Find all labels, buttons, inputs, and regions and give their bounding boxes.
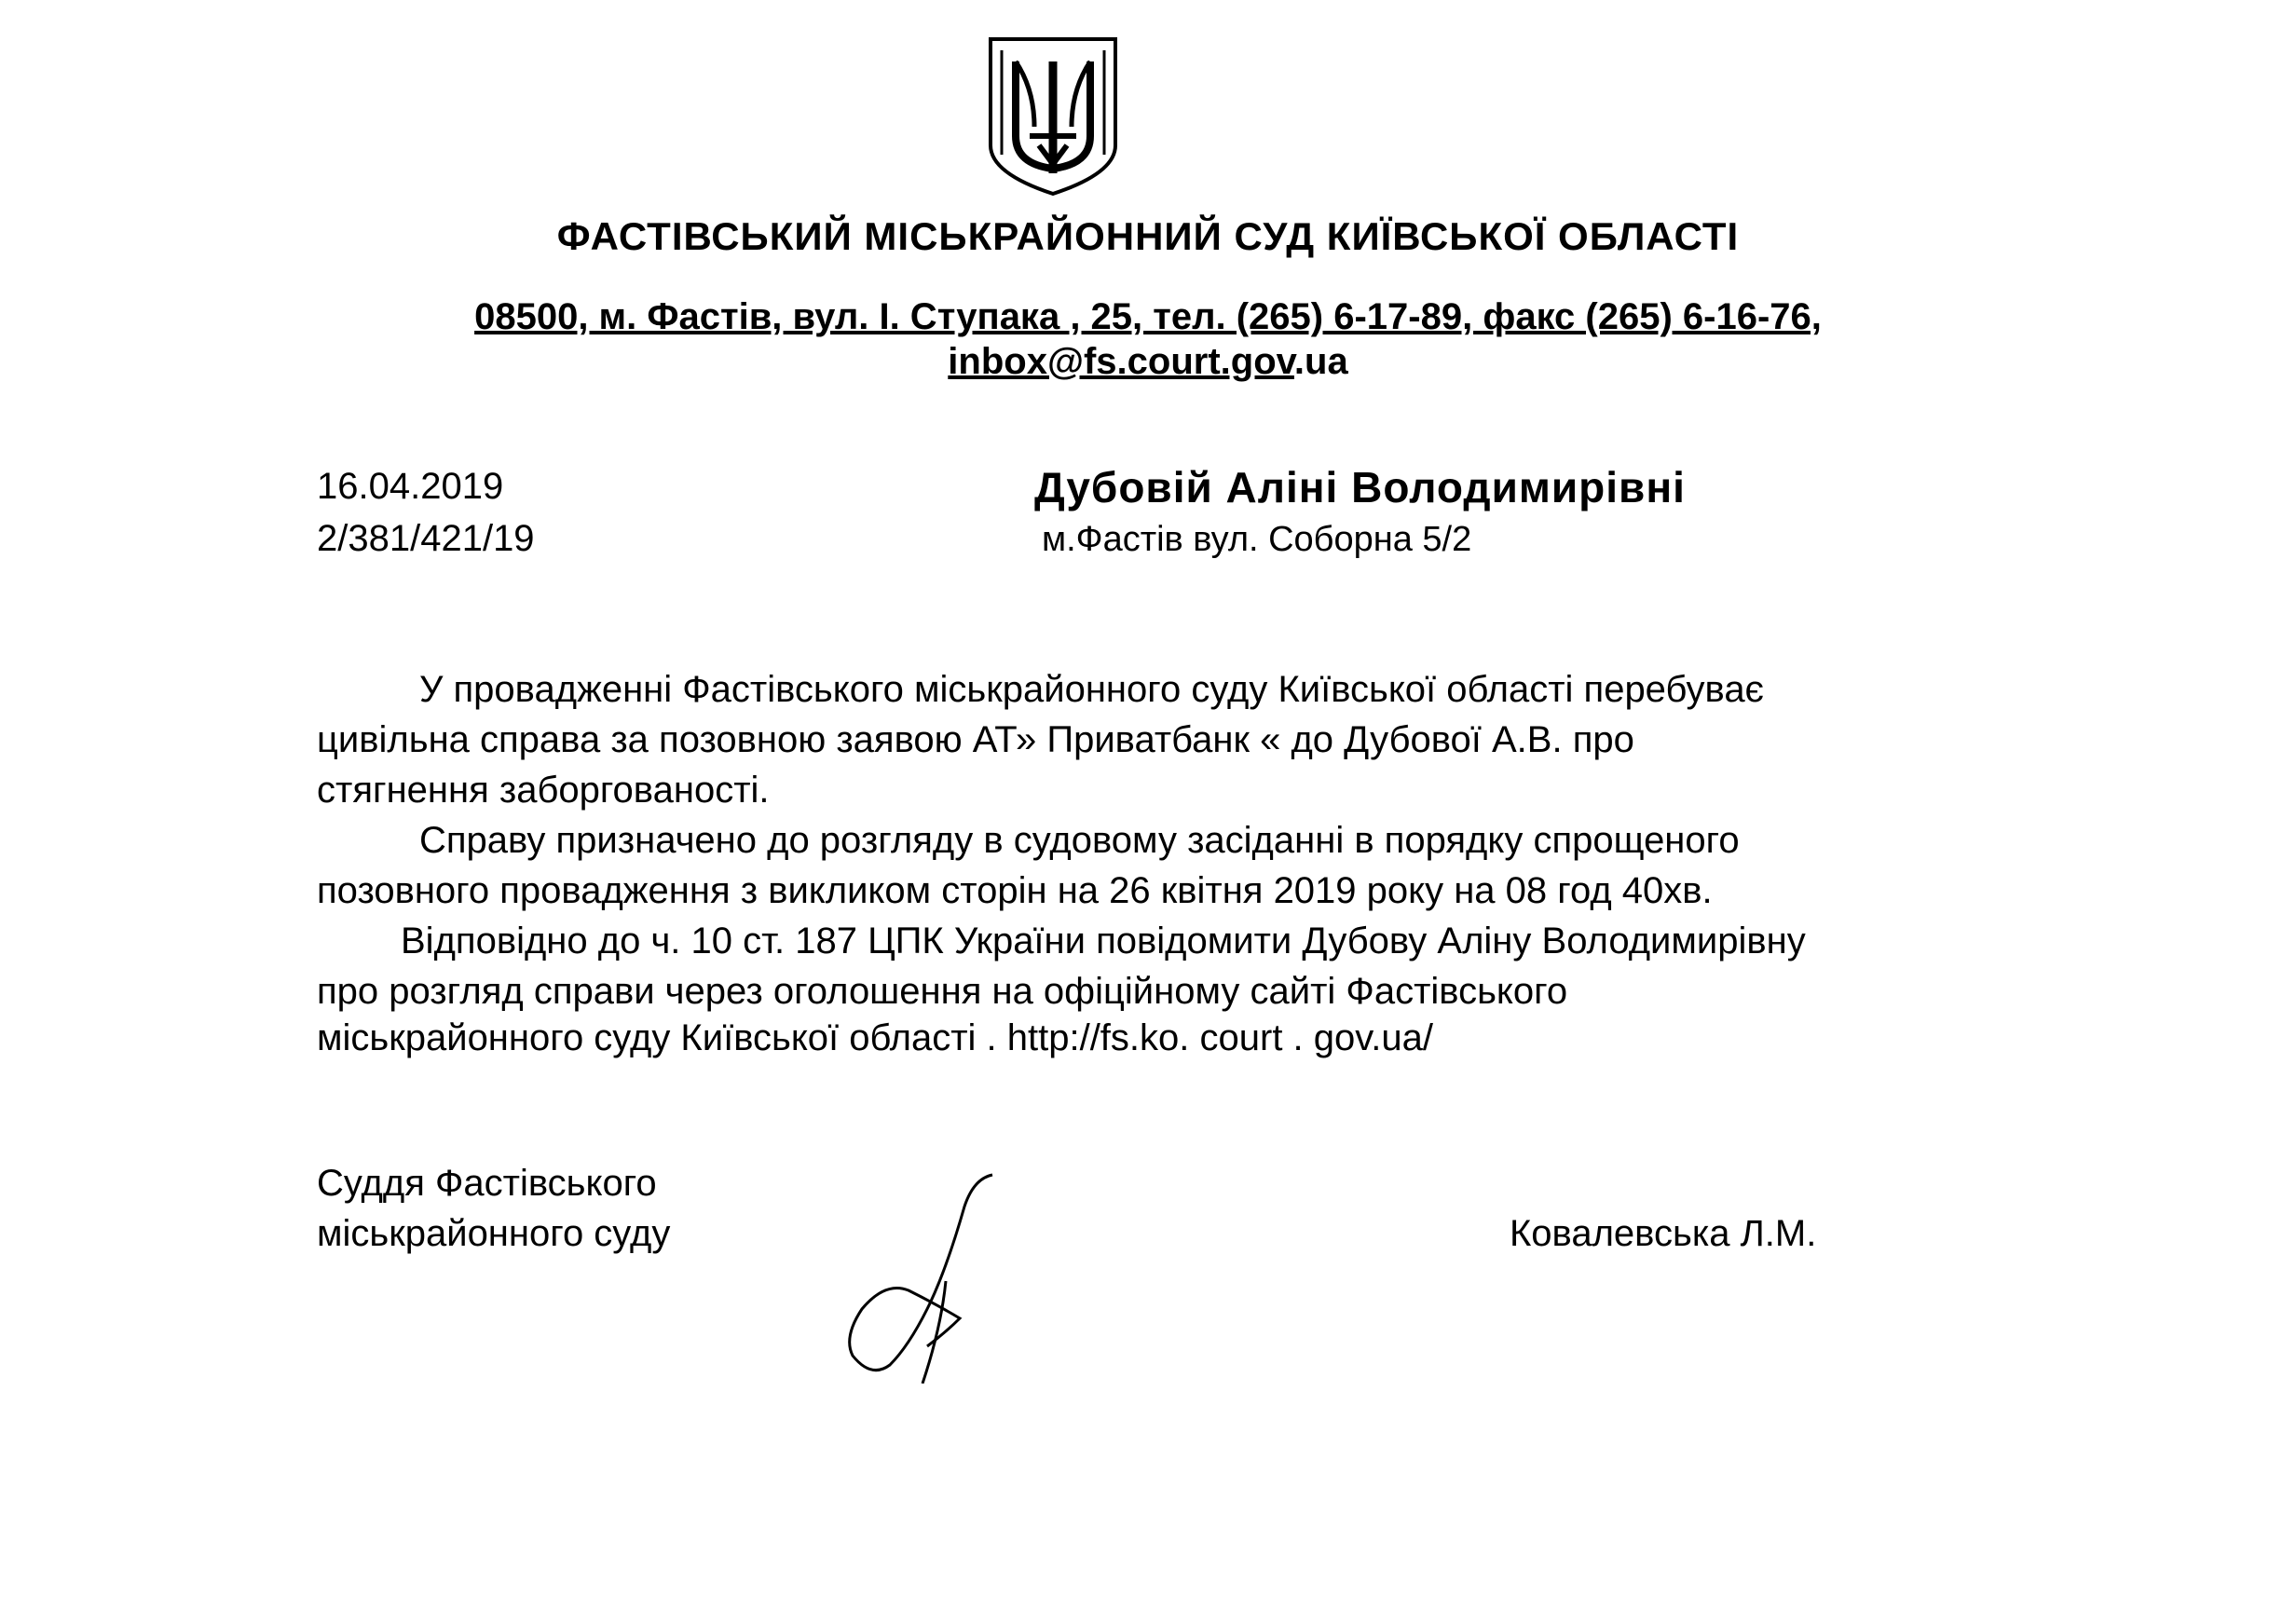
court-email-line — [0, 341, 2296, 383]
body-line: Відповідно до ч. 10 ст. 187 ЦПК України повідомити Дубову Аліну Володимирівну — [401, 921, 1806, 962]
body-line: Справу призначено до розгляду в судовому засіданні в порядку спрощеного — [419, 820, 1740, 861]
letter-date: 16.04.2019 — [317, 466, 504, 507]
court-email-suffix: .ua — [1293, 341, 1348, 382]
court-email[interactable]: inbox@fs.court.gov — [948, 341, 1294, 382]
recipient-name: Дубовій Аліні Володимирівні — [1034, 463, 1686, 511]
body-line: стягнення заборгованості. — [317, 770, 770, 811]
body-line: У провадженні Фастівського міськрайонного суду Київської області перебуває — [419, 669, 1764, 710]
body-line: про розгляд справи через оголошення на офіційному сайті Фастівського — [317, 971, 1568, 1012]
body-line: цивільна справа за позовною заявою АТ» Приватбанк « до Дубової А.В. про — [317, 719, 1634, 760]
signer-role-line2: міськрайонного суду — [317, 1213, 671, 1254]
recipient-address: м.Фастів вул. Соборна 5/2 — [1042, 520, 1472, 559]
signer-role-line1: Суддя Фастівського — [317, 1163, 657, 1204]
trident-coat-of-arms-icon — [983, 34, 1123, 197]
body-line: міськрайонного суду Київської області . http://fs.ko. court . gov.ua/ — [317, 1017, 1434, 1058]
body-line: позовного провадження з викликом сторін на 26 квітня 2019 року на 08 год 40хв. — [317, 870, 1713, 911]
case-number: 2/381/421/19 — [317, 518, 535, 559]
handwritten-signature-icon — [834, 1169, 1020, 1384]
signer-name: Ковалевська Л.М. — [1510, 1213, 1817, 1254]
court-address: 08500, м. Фастів, вул. І. Ступака , 25, тел. (265) 6-17-89, факс (265) 6-16-76, — [474, 296, 1822, 337]
court-name: ФАСТІВСЬКИЙ МІСЬКРАЙОННИЙ СУД КИЇВСЬКОЇ ОБЛАСТІ — [556, 214, 1740, 258]
